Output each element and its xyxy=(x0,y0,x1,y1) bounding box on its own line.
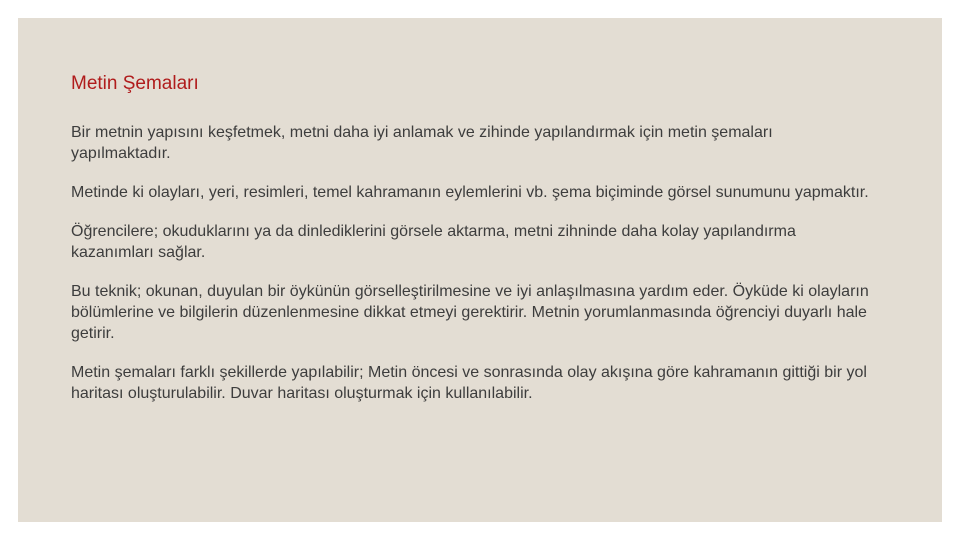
slide xyxy=(18,18,942,522)
paragraph-2: Metinde ki olayları, yeri, resimleri, temel kahramanın eylemlerini vb. şema biçiminde görsel sunumunu yapmaktır. xyxy=(71,184,869,201)
slide-body xyxy=(71,122,871,422)
paragraph-3: Öğrencilere; okuduklarını ya da dinlediklerini görsele aktarma, metni zihninde daha kolay yapılandırma kazanımları sağlar. xyxy=(71,223,796,261)
slide-title: Metin Şemaları xyxy=(71,73,199,94)
paragraph-4: Bu teknik; okunan, duyulan bir öykünün görselleştirilmesine ve iyi anlaşılmasına yardım eder. Öyküde ki olayların bölümlerine ve bilgilerin düzenlenmesine dikkat etmeyi gerektirir. Metnin yorumlanmasında öğrenciyi duyarlı hale getirir. xyxy=(71,283,869,342)
paragraph-5: Metin şemaları farklı şekillerde yapılabilir; Metin öncesi ve sonrasında olay akışına göre kahramanın gittiği bir yol haritası oluşturulabilir. Duvar haritası oluşturmak için kullanılabilir. xyxy=(71,364,867,402)
paragraph-1: Bir metnin yapısını keşfetmek, metni daha iyi anlamak ve zihinde yapılandırmak için metin şemaları yapılmaktadır. xyxy=(71,124,773,162)
